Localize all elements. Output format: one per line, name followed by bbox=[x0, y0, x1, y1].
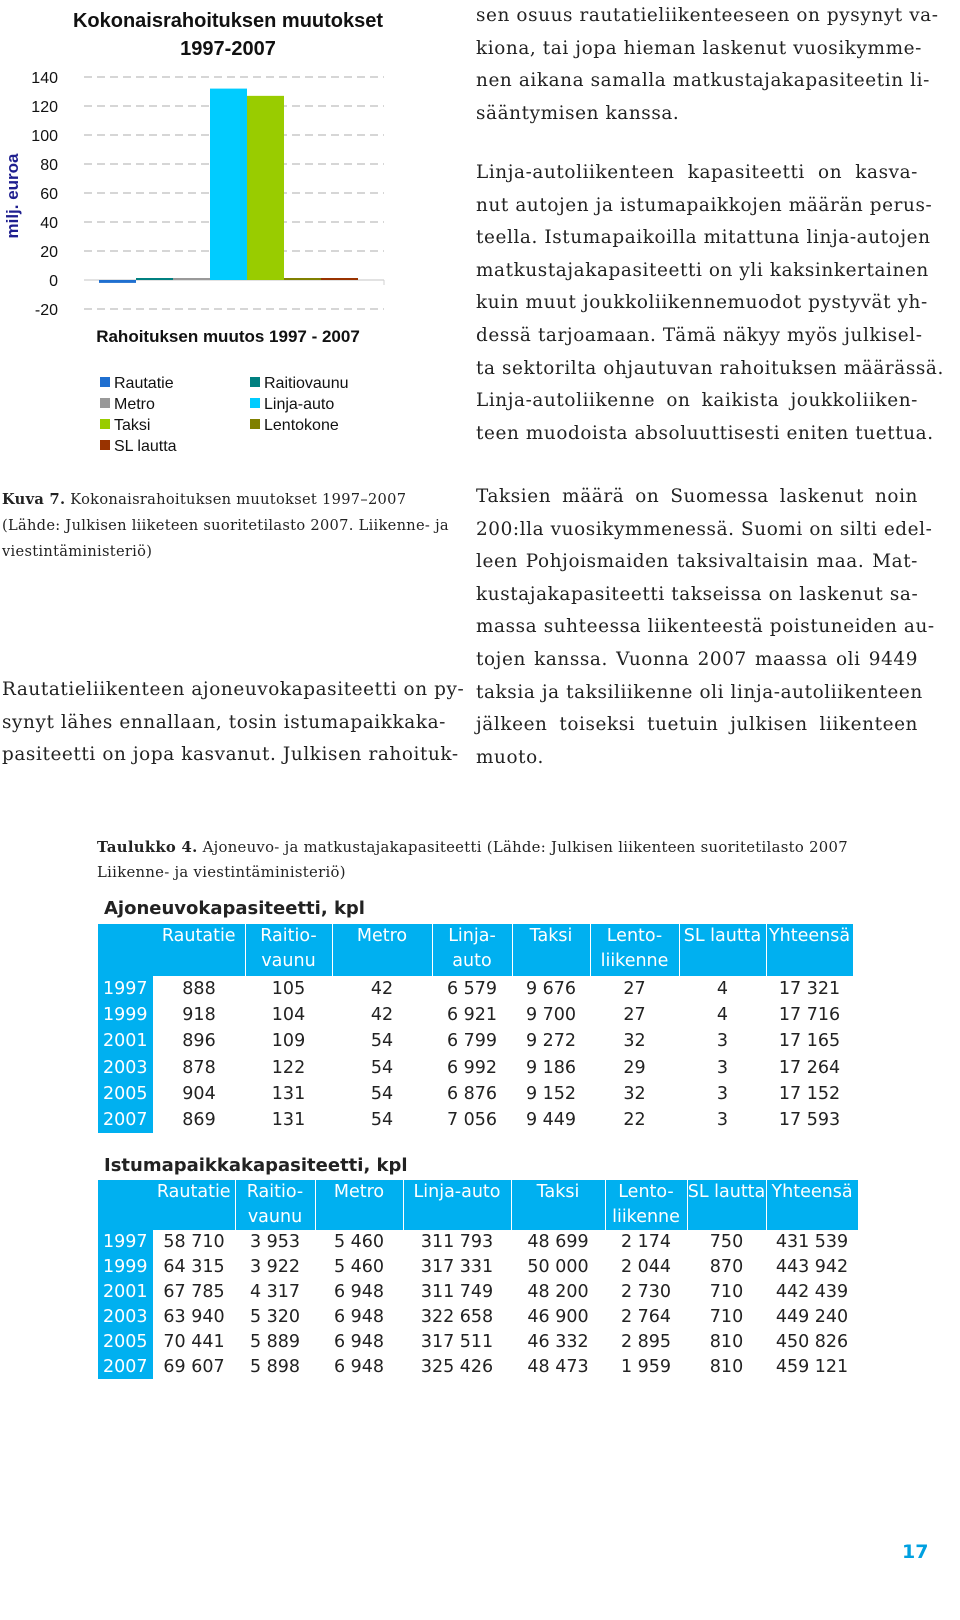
table-caption-line2: Liikenne- ja viestintäministeriö) bbox=[97, 864, 346, 881]
table-cell: 27 bbox=[623, 1005, 646, 1026]
table-cell: 5 898 bbox=[249, 1356, 301, 1377]
row-year: 2005 bbox=[98, 1330, 153, 1355]
column-header bbox=[766, 924, 853, 976]
y-tick-label: -20 bbox=[34, 302, 58, 319]
table-row bbox=[98, 1280, 858, 1305]
chart-subtitle: Rahoituksen muutos 1997 - 2007 bbox=[96, 327, 360, 346]
column-header bbox=[153, 1180, 235, 1230]
text-line: ta sektorilta ohjautuvan rahoituksen määrässä. bbox=[476, 357, 944, 379]
table-cell: 3 922 bbox=[249, 1257, 301, 1278]
table-cell: 810 bbox=[709, 1356, 744, 1377]
table-cell: 918 bbox=[182, 1005, 216, 1026]
column-header bbox=[679, 924, 766, 976]
text-line: massa suhteessa liikenteestä poistuneiden au- bbox=[476, 616, 935, 638]
bar-taksi bbox=[247, 96, 284, 280]
text-line: kustajakapasiteetti takseissa on laskenut sa- bbox=[476, 583, 919, 605]
text-line: taksia ja taksiliikenne oli linja-autoliikenteen bbox=[476, 681, 923, 703]
table-cell: 750 bbox=[709, 1232, 744, 1253]
table-cell: 42 bbox=[370, 1005, 394, 1026]
legend-label: Raitiovaunu bbox=[264, 375, 349, 392]
column-header-line1: Lento- bbox=[606, 926, 663, 946]
column-header bbox=[590, 924, 679, 976]
table-cell: 4 bbox=[716, 1005, 729, 1026]
text-line: 200:lla vuosikymmenessä. Suomi on silti edel- bbox=[476, 518, 933, 540]
y-tick-label: 20 bbox=[40, 244, 58, 261]
table-cell: 17 716 bbox=[778, 1005, 841, 1026]
table-cell: 1 959 bbox=[620, 1356, 672, 1377]
column-header bbox=[605, 1180, 687, 1230]
text-line: leen Pohjoismaiden taksivaltaisin maa. Mat- bbox=[476, 551, 918, 573]
legend-swatch bbox=[100, 440, 110, 450]
table-cell: 896 bbox=[182, 1031, 216, 1052]
table-cell: 311 749 bbox=[420, 1282, 494, 1303]
text-line: kuin muut joukkoliikennemuodot pystyvät yh- bbox=[476, 292, 928, 314]
table-cell: 69 607 bbox=[163, 1356, 225, 1377]
row-year: 1997 bbox=[98, 1230, 153, 1255]
table-cell: 810 bbox=[709, 1332, 744, 1352]
column-header bbox=[315, 1180, 403, 1230]
row-year: 2001 bbox=[98, 1028, 153, 1054]
table-cell: 6 799 bbox=[446, 1031, 498, 1052]
right-paragraph-3 bbox=[476, 481, 935, 774]
row-year: 2003 bbox=[98, 1305, 153, 1330]
figure-caption-line2: (Lähde: Julkisen liiketeen suoritetilasto 2007. Liikenne- ja bbox=[2, 517, 449, 534]
text-line: jälkeen toiseksi tuetuin julkisen liikenteen bbox=[476, 714, 918, 736]
table-cell: 443 942 bbox=[775, 1257, 849, 1278]
table-cell: 17 165 bbox=[778, 1031, 841, 1052]
legend-label: Lentokone bbox=[264, 417, 339, 434]
table-cell: 870 bbox=[709, 1257, 744, 1278]
table-cell: 54 bbox=[370, 1031, 394, 1052]
table-row bbox=[98, 1330, 858, 1355]
bar-raitiovaunu bbox=[136, 278, 173, 280]
table-cell: 122 bbox=[271, 1057, 306, 1078]
table-cell: 105 bbox=[271, 979, 306, 1000]
table-cell: 32 bbox=[623, 1031, 646, 1052]
table-cell: 2 174 bbox=[620, 1232, 672, 1253]
table-cell: 710 bbox=[709, 1282, 744, 1303]
y-tick-label: 80 bbox=[40, 157, 58, 174]
table-cell: 9 272 bbox=[525, 1031, 577, 1052]
text-line: dessä tarjoamaan. Tämä näkyy myös julkisel- bbox=[476, 324, 923, 346]
legend-swatch bbox=[250, 377, 260, 387]
column-header bbox=[235, 1180, 315, 1230]
table-cell: 6 948 bbox=[333, 1282, 385, 1303]
table-cell: 48 200 bbox=[527, 1282, 589, 1303]
y-tick-label: 140 bbox=[31, 70, 58, 87]
table-cell: 3 bbox=[716, 1083, 729, 1104]
text-line: pasiteetti on jopa kasvanut. Julkisen rahoituk- bbox=[2, 744, 459, 766]
table-cell: 9 152 bbox=[525, 1083, 577, 1104]
table-row bbox=[98, 976, 853, 1002]
column-header bbox=[687, 1180, 766, 1230]
column-header-line2: vaunu bbox=[261, 951, 316, 971]
table-cell: 5 460 bbox=[333, 1232, 385, 1253]
legend-swatch bbox=[100, 419, 110, 429]
table-cell: 3 bbox=[716, 1110, 729, 1131]
legend-label: Linja-auto bbox=[264, 396, 335, 413]
text-line: nen aikana samalla matkustajakapasiteetin li- bbox=[476, 70, 930, 92]
table-cell: 4 bbox=[716, 979, 729, 1000]
table-cell: 54 bbox=[370, 1057, 394, 1078]
chart-y-axis-label: milj. euroa bbox=[3, 153, 22, 239]
table-cell: 50 000 bbox=[527, 1257, 589, 1278]
table-cell: 878 bbox=[182, 1057, 216, 1078]
left-paragraph bbox=[2, 674, 465, 772]
legend-label: Taksi bbox=[114, 417, 151, 434]
table-cell: 9 449 bbox=[525, 1110, 577, 1131]
table-cell: 431 539 bbox=[775, 1232, 849, 1253]
column-header-line1: Linja- bbox=[448, 926, 496, 946]
column-header-line1: Taksi bbox=[536, 1182, 580, 1202]
table-cell: 6 921 bbox=[446, 1005, 498, 1026]
y-tick-label: 40 bbox=[40, 215, 58, 232]
table-cell: 63 940 bbox=[163, 1307, 225, 1328]
table-cell: 450 826 bbox=[775, 1332, 849, 1352]
row-year: 2003 bbox=[98, 1055, 153, 1081]
vehicle-capacity-table bbox=[98, 924, 854, 1133]
table-cell: 64 315 bbox=[163, 1257, 225, 1278]
right-paragraph-2 bbox=[476, 157, 944, 450]
table-row bbox=[98, 1028, 853, 1054]
column-header-line1: Taksi bbox=[529, 926, 573, 946]
column-header bbox=[766, 1180, 858, 1230]
table-cell: 888 bbox=[182, 979, 216, 1000]
chart-title-line2: 1997-2007 bbox=[180, 38, 276, 60]
y-tick-label: 120 bbox=[31, 99, 58, 116]
table-cell: 58 710 bbox=[163, 1232, 225, 1253]
y-tick-label: 60 bbox=[40, 186, 58, 203]
table-cell: 9 676 bbox=[525, 979, 577, 1000]
figure-caption-label: Kuva 7. bbox=[2, 491, 66, 508]
bar-linja-auto bbox=[210, 89, 247, 280]
table-cell: 42 bbox=[370, 979, 394, 1000]
table-row bbox=[98, 1305, 858, 1330]
table-cell: 48 699 bbox=[527, 1232, 589, 1253]
column-header bbox=[403, 1180, 511, 1230]
column-header-line1: Metro bbox=[333, 1182, 385, 1202]
table-cell: 3 bbox=[716, 1057, 729, 1078]
table-cell: 9 186 bbox=[525, 1057, 577, 1078]
table-cell: 104 bbox=[271, 1005, 306, 1026]
table-cell: 311 793 bbox=[420, 1232, 494, 1253]
table-row bbox=[98, 1354, 858, 1379]
table-cell: 4 317 bbox=[249, 1282, 301, 1303]
bar-sl-lautta bbox=[321, 278, 358, 280]
y-tick-label: 100 bbox=[31, 128, 58, 145]
table-cell: 7 056 bbox=[446, 1110, 498, 1131]
bar-rautatie bbox=[99, 280, 136, 283]
table-row bbox=[98, 1055, 853, 1081]
text-line: matkustajakapasiteetti on yli kaksinkertainen bbox=[476, 259, 929, 281]
table-cell: 6 579 bbox=[446, 979, 498, 1000]
table-cell: 3 bbox=[716, 1031, 729, 1052]
table-cell: 46 900 bbox=[527, 1307, 589, 1328]
table-cell: 67 785 bbox=[163, 1282, 225, 1303]
table-row bbox=[98, 1107, 853, 1133]
table-cell: 131 bbox=[271, 1083, 306, 1104]
seat-capacity-table bbox=[98, 1180, 859, 1379]
table-cell: 5 889 bbox=[249, 1332, 301, 1352]
legend-swatch bbox=[250, 419, 260, 429]
column-header-line1: SL lautta bbox=[687, 1182, 766, 1202]
row-year: 1997 bbox=[98, 976, 153, 1002]
table-cell: 6 948 bbox=[333, 1307, 385, 1328]
table-row bbox=[98, 1255, 858, 1280]
row-year: 2007 bbox=[98, 1107, 153, 1133]
table-row bbox=[98, 1002, 853, 1028]
table-cell: 6 992 bbox=[446, 1057, 498, 1078]
table-cell: 17 152 bbox=[778, 1083, 841, 1104]
text-line: tojen kanssa. Vuonna 2007 maassa oli 9449 bbox=[476, 648, 918, 670]
chart-y-ticks bbox=[31, 70, 58, 319]
column-header bbox=[153, 924, 245, 976]
text-line: kiona, tai jopa hieman laskenut vuosikymme- bbox=[476, 37, 922, 59]
table-caption-text: Ajoneuvo- ja matkustajakapasiteetti (Lähde: Julkisen liikenteen suoritetilasto 2007 bbox=[202, 839, 848, 856]
text-line: nut autojen ja istumapaikkojen määrän perus- bbox=[476, 194, 933, 216]
text-line: Linja-autoliikenteen kapasiteetti on kasva- bbox=[476, 162, 918, 183]
column-header-line1: Raitio- bbox=[260, 926, 317, 946]
figure-caption-text: Kokonaisrahoituksen muutokset 1997–2007 bbox=[70, 491, 407, 508]
table-cell: 32 bbox=[623, 1083, 646, 1104]
table-cell: 17 593 bbox=[778, 1110, 841, 1131]
column-header-line1: Lento- bbox=[618, 1182, 674, 1202]
chart-bars bbox=[99, 89, 358, 283]
chart-title-line1: Kokonaisrahoituksen muutokset bbox=[72, 10, 384, 32]
column-header bbox=[511, 1180, 605, 1230]
table1-title: Ajoneuvokapasiteetti, kpl bbox=[104, 898, 365, 919]
column-header-line1: Yhteensä bbox=[771, 1182, 853, 1202]
column-header-line2: vaunu bbox=[247, 1207, 303, 1227]
table-cell: 9 700 bbox=[525, 1005, 577, 1026]
table-cell: 46 332 bbox=[527, 1332, 589, 1352]
column-header-line1: Rautatie bbox=[156, 1182, 231, 1202]
right-paragraph-1 bbox=[476, 0, 939, 130]
table-cell: 869 bbox=[182, 1110, 216, 1131]
legend-label: Rautatie bbox=[114, 375, 174, 392]
table-caption bbox=[97, 835, 857, 885]
column-header-line2: auto bbox=[452, 951, 492, 971]
table-cell: 54 bbox=[370, 1110, 394, 1131]
figure-caption-line3: viestintäministeriö) bbox=[2, 543, 153, 560]
table-cell: 2 895 bbox=[620, 1332, 672, 1352]
column-header-line1: Yhteensä bbox=[768, 926, 851, 946]
table-cell: 54 bbox=[370, 1083, 394, 1104]
table-cell: 2 764 bbox=[620, 1307, 672, 1328]
table-cell: 131 bbox=[271, 1110, 306, 1131]
table-cell: 459 121 bbox=[775, 1356, 849, 1377]
column-header-line1: Raitio- bbox=[246, 1182, 304, 1202]
text-line: synyt lähes ennallaan, tosin istumapaikkaka- bbox=[2, 711, 446, 733]
table-cell: 29 bbox=[623, 1057, 646, 1078]
column-header-line1: Rautatie bbox=[161, 926, 236, 946]
bar-metro bbox=[173, 278, 210, 280]
row-year: 2005 bbox=[98, 1081, 153, 1107]
row-year: 1999 bbox=[98, 1002, 153, 1028]
text-line: teella. Istumapaikoilla mitattuna linja-autojen bbox=[476, 227, 931, 249]
chart-legend bbox=[100, 375, 349, 455]
funding-change-chart bbox=[0, 0, 470, 470]
table-caption-label: Taulukko 4. bbox=[97, 839, 198, 856]
column-header bbox=[332, 924, 432, 976]
table-cell: 6 876 bbox=[446, 1083, 498, 1104]
table-cell: 322 658 bbox=[420, 1307, 494, 1328]
table-cell: 70 441 bbox=[163, 1332, 225, 1352]
table-cell: 710 bbox=[709, 1307, 744, 1328]
table-row bbox=[98, 1230, 858, 1255]
bar-lentokone bbox=[284, 278, 321, 280]
column-header bbox=[245, 924, 332, 976]
table2-title: Istumapaikkakapasiteetti, kpl bbox=[104, 1155, 408, 1176]
table-cell: 48 473 bbox=[527, 1356, 589, 1377]
table-cell: 5 320 bbox=[249, 1307, 301, 1328]
table-cell: 6 948 bbox=[333, 1356, 385, 1377]
row-year: 1999 bbox=[98, 1255, 153, 1280]
text-line: muoto. bbox=[476, 746, 544, 768]
table-corner bbox=[98, 924, 153, 976]
table-cell: 449 240 bbox=[775, 1307, 849, 1328]
table-cell: 317 511 bbox=[420, 1332, 494, 1352]
column-header bbox=[432, 924, 512, 976]
table-cell: 6 948 bbox=[333, 1332, 385, 1352]
table-cell: 904 bbox=[182, 1083, 216, 1104]
text-line: teen muodoista absoluuttisesti eniten tuettua. bbox=[476, 422, 934, 444]
table-corner bbox=[98, 1180, 153, 1230]
column-header-line2: liikenne bbox=[612, 1207, 680, 1227]
table-cell: 22 bbox=[623, 1110, 646, 1131]
page-number: 17 bbox=[902, 1541, 929, 1563]
legend-swatch bbox=[250, 398, 260, 408]
column-header-line2: liikenne bbox=[600, 951, 669, 971]
text-line: Taksien määrä on Suomessa laskenut noin bbox=[476, 486, 918, 507]
text-line: sen osuus rautatieliikenteeseen on pysynyt va- bbox=[476, 5, 939, 26]
table-cell: 17 264 bbox=[778, 1057, 841, 1078]
figure-caption bbox=[2, 487, 462, 565]
table-row bbox=[98, 1081, 853, 1107]
table-cell: 109 bbox=[271, 1031, 306, 1052]
legend-swatch bbox=[100, 398, 110, 408]
table-cell: 442 439 bbox=[775, 1282, 849, 1303]
table-cell: 17 321 bbox=[778, 979, 841, 1000]
table-cell: 3 953 bbox=[249, 1232, 301, 1253]
column-header-line1: Metro bbox=[356, 926, 408, 946]
text-line: Rautatieliikenteen ajoneuvokapasiteetti on py- bbox=[2, 679, 465, 700]
legend-label: SL lautta bbox=[114, 438, 177, 455]
column-header-line1: SL lautta bbox=[683, 926, 762, 946]
legend-label: Metro bbox=[114, 396, 155, 413]
text-line: sääntymisen kanssa. bbox=[476, 102, 680, 124]
table-cell: 27 bbox=[623, 979, 646, 1000]
legend-swatch bbox=[100, 377, 110, 387]
table-cell: 2 044 bbox=[620, 1257, 672, 1278]
y-tick-label: 0 bbox=[49, 273, 58, 290]
column-header bbox=[512, 924, 590, 976]
table-cell: 317 331 bbox=[420, 1257, 494, 1278]
table-cell: 5 460 bbox=[333, 1257, 385, 1278]
row-year: 2007 bbox=[98, 1354, 153, 1379]
column-header-line1: Linja-auto bbox=[413, 1182, 501, 1202]
text-line: Linja-autoliikenne on kaikista joukkoliiken- bbox=[476, 390, 918, 412]
table-cell: 325 426 bbox=[420, 1356, 494, 1377]
row-year: 2001 bbox=[98, 1280, 153, 1305]
table-cell: 2 730 bbox=[620, 1282, 672, 1303]
